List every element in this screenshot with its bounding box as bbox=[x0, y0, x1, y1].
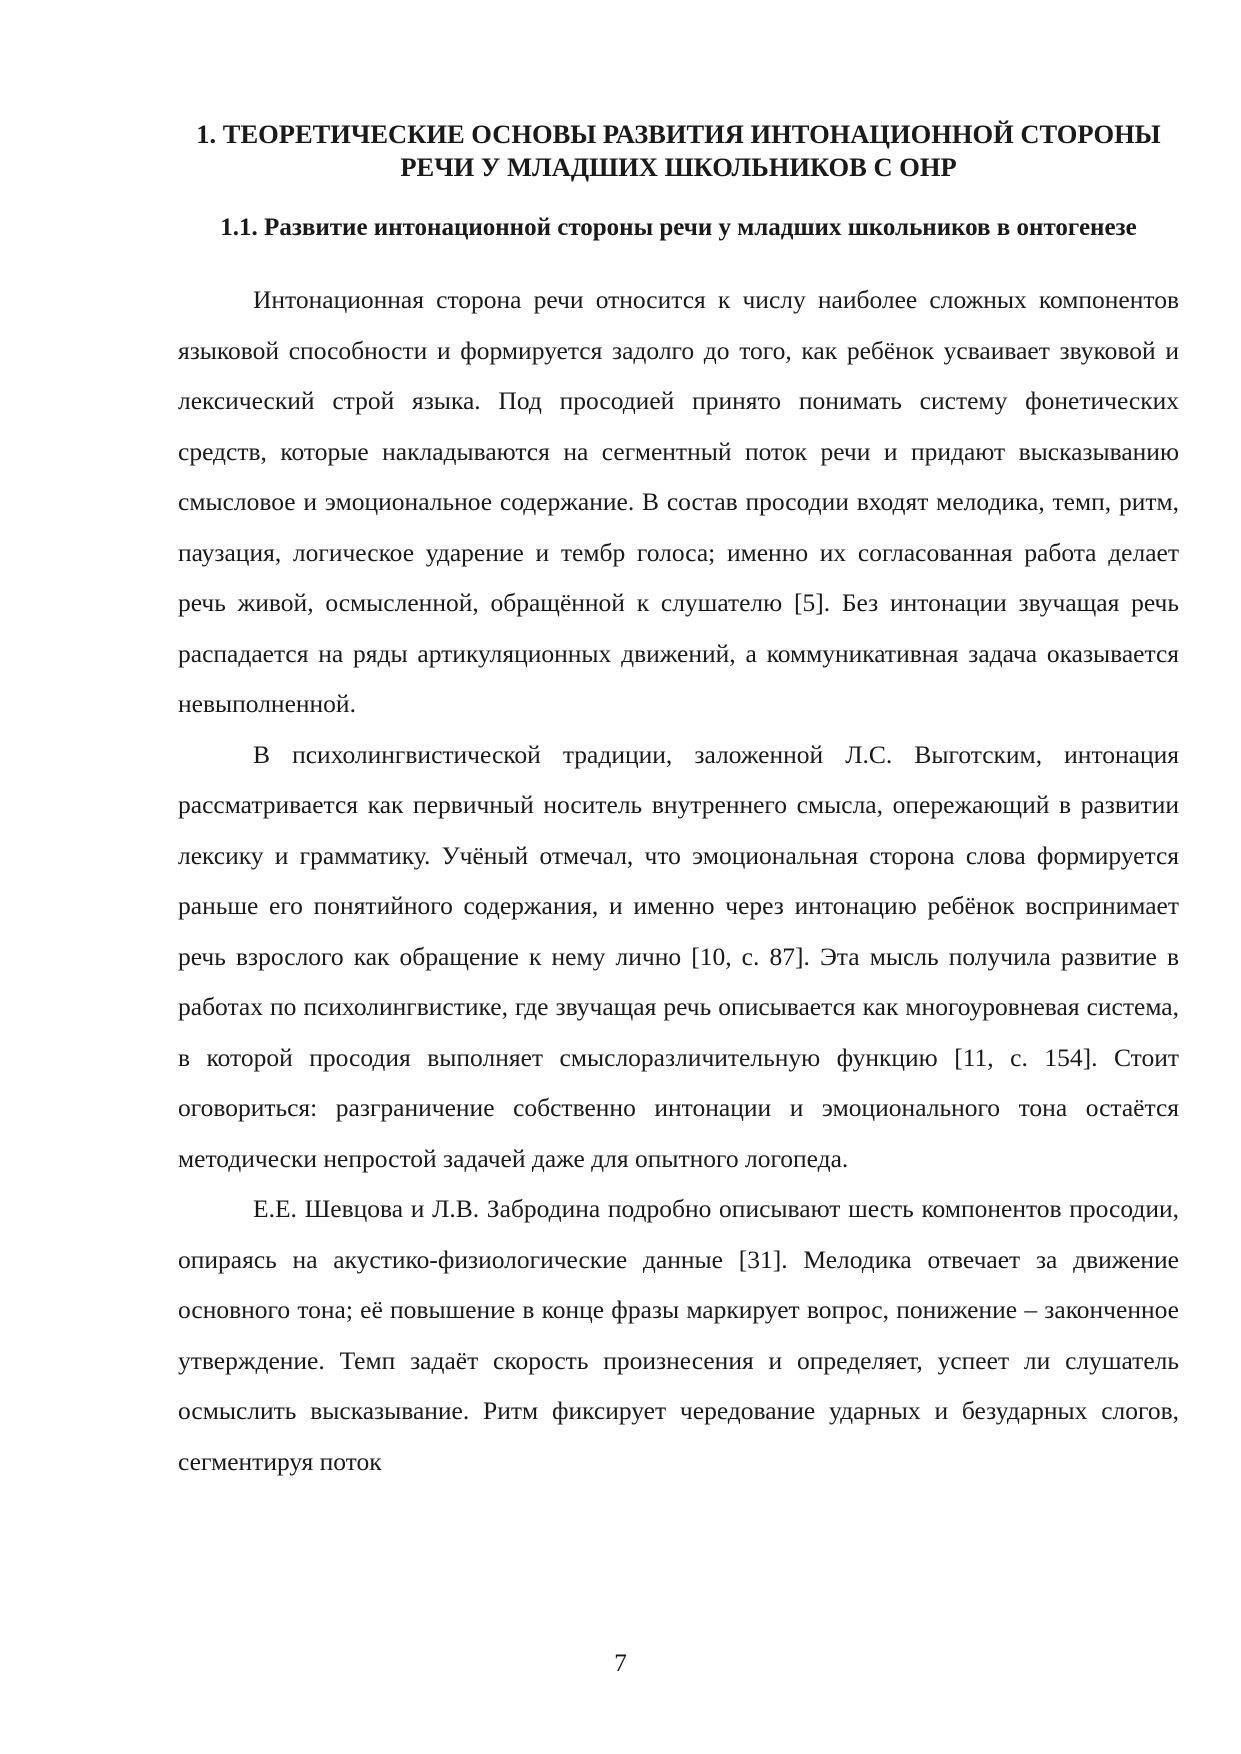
page-number: 7 bbox=[614, 1648, 627, 1677]
section-heading: 1.1. Развитие интонационной стороны речи у младших школьников в онтогенезе bbox=[220, 214, 1137, 241]
paragraph-1: Интонационная сторона речи относится к числу наиболее сложных компонентов языковой способности и формируется задолго до того, как ребёнок усваивает звуковой и лексический строй языка. Под просодией принято понимать систему фонетических средств, которые накладываются на сегментный поток речи и придают высказыванию смысловое и эмоциональное содержание. В состав просодии входят мелодика, темп, ритм, паузация, логическое ударение и тембр голоса; именно их согласованная работа делает речь живой, осмысленной, обращённой к слушателю [5]. Без интонации звучащая речь распадается на ряды артикуляционных движений, а коммуникативная задача оказывается невыполненной. bbox=[178, 285, 1179, 718]
paragraph-3: Е.Е. Шевцова и Л.В. Забродина подробно описывают шесть компонентов просодии, опираясь на акустико-физиологические данные [31]. Мелодика отвечает за движение основного тона; её повышение в конце фразы маркирует вопрос, понижение – законченное утверждение. Темп задаёт скорость произнесения и определяет, успеет ли слушатель осмыслить высказывание. Ритм фиксирует чередование ударных и безударных слогов, сегментируя поток bbox=[178, 1194, 1179, 1476]
chapter-heading: 1. ТЕОРЕТИЧЕСКИЕ ОСНОВЫ РАЗВИТИЯ ИНТОНАЦИОННОЙ СТОРОНЫ РЕЧИ У МЛАДШИХ ШКОЛЬНИКОВ С ОНР bbox=[196, 119, 1161, 182]
paragraph-2: В психолингвистической традиции, заложенной Л.С. Выготским, интонация рассматривается как первичный носитель внутреннего смысла, опережающий в развитии лексику и грамматику. Учёный отмечал, что эмоциональная сторона слова формируется раньше его понятийного содержания, и именно через интонацию ребёнок воспринимает речь взрослого как обращение к нему лично [10, с. 87]. Эта мысль получила развитие в работах по психолингвистике, где звучащая речь описывается как многоуровневая система, в которой просодия выполняет смыслоразличительную функцию [11, с. 154]. Стоит оговориться: разграничение собственно интонации и эмоционального тона остаётся методически непростой задачей даже для опытного логопеда. bbox=[178, 739, 1179, 1173]
body-text bbox=[178, 275, 1179, 1487]
